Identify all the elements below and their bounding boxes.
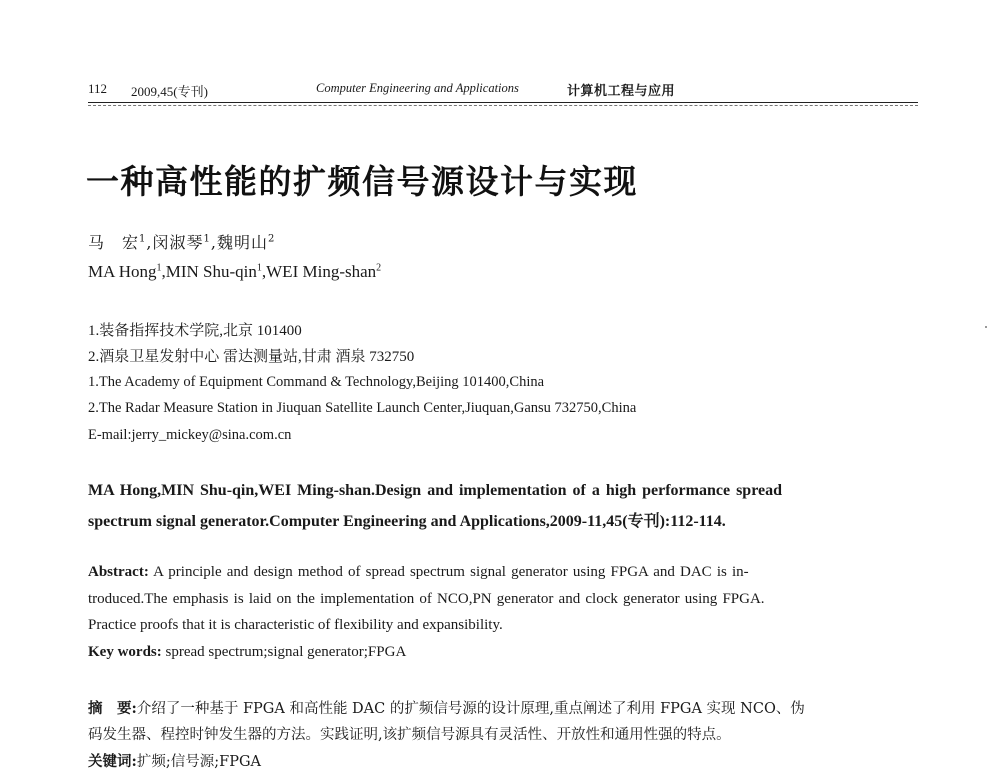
journal-title-en: Computer Engineering and Applications [316, 81, 519, 95]
author-affiliation-mark: 2 [376, 262, 382, 274]
affiliation-en-1: 1.The Academy of Equipment Command & Technology,Beijing 101400,China [88, 374, 545, 390]
author-name: 马 宏 [88, 233, 140, 252]
abstract-cn-line [88, 697, 805, 718]
abstract-text: A principle and design method of spread spectrum signal generator using FPGA and DAC is in- [148, 564, 749, 580]
keywords-cn-line [88, 750, 261, 771]
abstract-cn-text: 介绍了一种基于 FPGA 和高性能 DAC 的扩频信号源的设计原理,重点阐述了利用 FPGA 实现 NCO、伪 [136, 701, 805, 717]
authors-en: MA Hong$^1$,MIN Shu-qin$^1$,WEI Ming-shan$^2$ [88, 262, 382, 281]
keywords-cn-label: 关键词: [88, 753, 137, 770]
citation-line: spectrum signal generator.Computer Engineering and Applications,2009-11,45(专刊):112-114. [88, 513, 726, 530]
affiliation-cn-1: 1.装备指挥技术学院,北京 101400 [88, 323, 302, 339]
abstract-cn-line: 码发生器、程控时钟发生器的方法。实践证明,该扩频信号源具有灵活性、开放性和通用性强的特点。 [88, 727, 731, 743]
author-name: 魏明山 [216, 233, 268, 252]
keywords-text: spread spectrum;signal generator;FPGA [161, 644, 407, 660]
page-number: 112 [88, 81, 108, 96]
author-affiliation-mark: 1 [203, 233, 211, 245]
email-address: E-mail:jerry_mickey@sina.com.cn [88, 427, 292, 443]
authors-cn: 马 宏$^1$,闵淑琴$^1$,魏明山$^2$ [88, 233, 276, 252]
author-affiliation-mark: 1 [156, 262, 162, 274]
paper-title: 一种高性能的扩频信号源设计与实现 [86, 162, 638, 201]
author-affiliation-mark: 1 [139, 233, 147, 245]
header-rule [88, 102, 918, 103]
abstract-line: Practice proofs that it is characteristic of flexibility and expansibility. [88, 617, 503, 633]
keywords-line [88, 644, 406, 661]
header-rule-dashed [88, 105, 918, 106]
abstract-line: troduced.The emphasis is laid on the implementation of NCO,PN generator and clock generator using FPGA. [88, 591, 765, 607]
author-name: 闵淑琴 [152, 233, 204, 252]
abstract-cn-label: 摘 要: [88, 700, 137, 717]
citation-line: MA Hong,MIN Shu-qin,WEI Ming-shan.Design and implementation of a high performance spread [88, 482, 782, 499]
keywords-label: Key words: [88, 644, 162, 660]
author-affiliation-mark: 1 [256, 262, 262, 274]
affiliation-en-2: 2.The Radar Measure Station in Jiuquan Satellite Launch Center,Jiuquan,Gansu 732750,China [88, 400, 637, 416]
author-name: WEI Ming-shan [266, 262, 377, 281]
author-name: MA Hong [88, 262, 157, 281]
abstract-label: Abstract: [88, 564, 149, 580]
author-name: MIN Shu-qin [165, 262, 257, 281]
author-affiliation-mark: 2 [267, 233, 276, 245]
keywords-cn-text: 扩频;信号源;FPGA [136, 754, 262, 770]
issue-label: 2009,45(专刊) [131, 84, 208, 99]
scan-speck [985, 326, 987, 328]
journal-title-cn: 计算机工程与应用 [567, 84, 676, 99]
affiliation-cn-2: 2.酒泉卫星发射中心 雷达测量站,甘肃 酒泉 732750 [88, 349, 415, 365]
abstract-line [88, 564, 749, 581]
